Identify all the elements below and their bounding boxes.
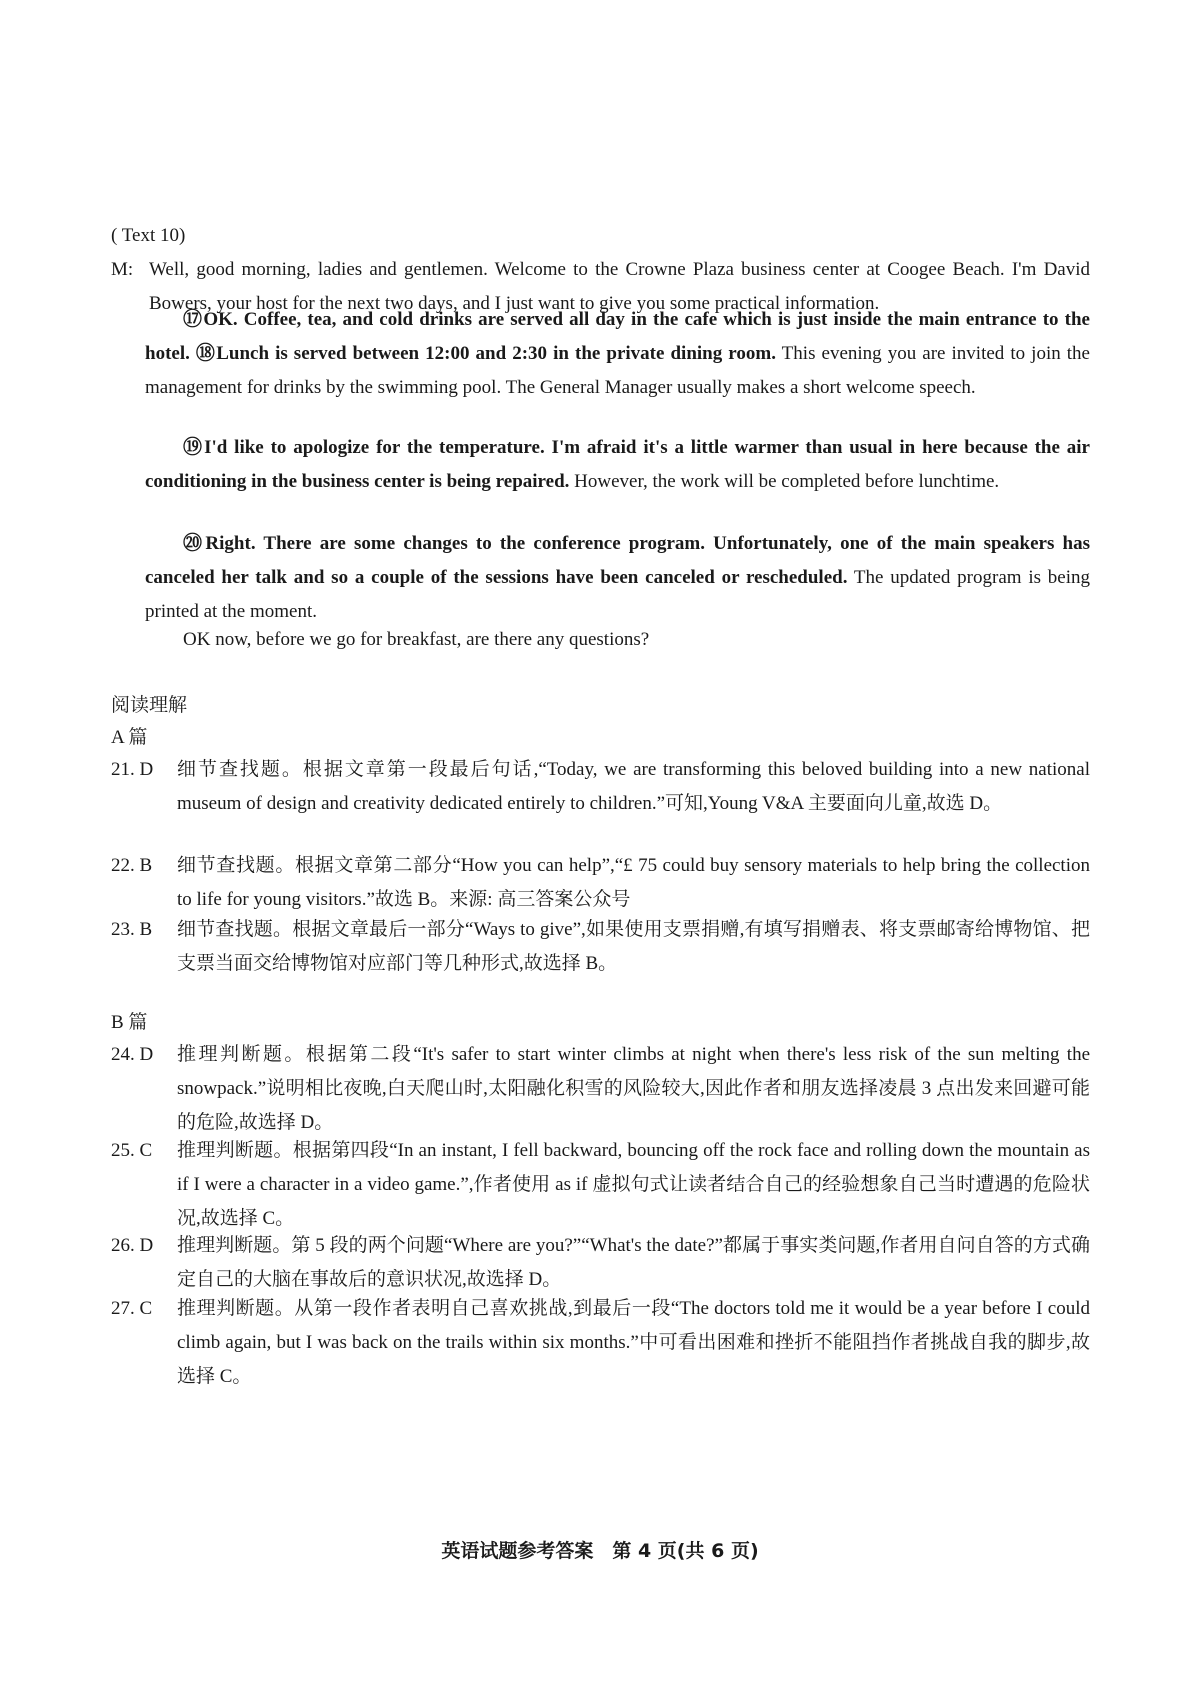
answer-explanation: 推理判断题。根据第四段“In an instant, I fell backward, bouncing off the rock face and rolling down the mountain as if I were a character in a video game.”,作者使用 as if 虚拟句式让读者结合自己的经验想象自己当时遭遇的危险状况,故选择 C。	[177, 1140, 1090, 1229]
answer-number: 25. C	[111, 1140, 153, 1161]
answer-highlight: ⑲I'd like to apologize for the temperature. I'm afraid it's a little warmer than usual in here because the air conditioning in the business center is being repaired.	[145, 437, 1090, 492]
answer-item	[111, 1229, 1090, 1297]
paragraph-text: This evening you are invited to join the management for drinks by the swimming pool. The General Manager usually makes a short welcome speech.	[145, 343, 1090, 398]
answer-explanation: 推理判断题。根据第二段“It's safer to start winter climbs at night when there's less risk of the sun melting the snowpack.”说明相比夜晚,白天爬山时,太阳融化积雪的风险较大,因此作者和朋友选择凌晨 3 点出发来回避可能的危险,故选择 D。	[177, 1044, 1090, 1133]
answer-item	[111, 1134, 1090, 1236]
text10-paragraph-3	[145, 431, 1090, 499]
text10-paragraph-2	[145, 303, 1090, 405]
answer-explanation: 细节查找题。根据文章最后一部分“Ways to give”,如果使用支票捐赠,有填写捐赠表、将支票邮寄给博物馆、把支票当面交给博物馆对应部门等几种形式,故选择 B。	[177, 919, 1090, 974]
section-b-heading: B 篇	[111, 1012, 148, 1033]
answer-number: 26. D	[111, 1235, 154, 1256]
answer-explanation: 推理判断题。从第一段作者表明自己喜欢挑战,到最后一段“The doctors told me it would be a year before I could climb again, but I was back on the trails within six months.”中可看出困难和挫折不能阻挡作者挑战自我的脚步,故选择 C。	[177, 1298, 1090, 1387]
text10-paragraph-5: OK now, before we go for breakfast, are there any questions?	[183, 629, 650, 650]
answer-number: 24. D	[111, 1044, 154, 1065]
answer-item	[111, 1038, 1090, 1140]
paragraph-text: The updated program is being printed at the moment.	[145, 567, 1090, 622]
section-title-reading: 阅读理解	[111, 695, 188, 716]
answer-number: 27. C	[111, 1298, 153, 1319]
answer-highlight: ⑰OK. Coffee, tea, and cold drinks are served all day in the cafe which is just inside the main entrance to the hotel. ⑱Lunch is served between 12:00 and 2:30 in the private dining room.	[145, 309, 1090, 364]
answer-item	[111, 913, 1090, 981]
answer-item	[111, 1292, 1090, 1394]
text10-paragraph-4	[145, 527, 1090, 629]
paragraph-text: However, the work will be completed before lunchtime.	[569, 471, 1000, 492]
answer-explanation: 细节查找题。根据文章第一段最后句话,“Today, we are transforming this beloved building into a new national museum of design and creativity dedicated entirely to children.”可知,Young V&A 主要面向儿童,故选 D。	[177, 759, 1090, 814]
answer-explanation: 推理判断题。第 5 段的两个问题“Where are you?”“What's the date?”都属于事实类问题,作者用自问自答的方式确定自己的大脑在事故后的意识状况,故选择 D。	[177, 1235, 1090, 1290]
answer-number: 22. B	[111, 855, 153, 876]
text10-label: ( Text 10)	[111, 225, 186, 246]
answer-explanation: 细节查找题。根据文章第二部分“How you can help”,“£ 75 could buy sensory materials to help bring the collection to life for young visitors.”故选 B。来源: 高三答案公众号	[177, 855, 1090, 910]
answer-number: 23. B	[111, 919, 153, 940]
section-a-heading: A 篇	[111, 727, 148, 748]
paragraph-text: Well, good morning, ladies and gentlemen. Welcome to the Crowne Plaza business center at Coogee Beach. I'm David Bowers, your host for the next two days, and I just want to give you some practical information.	[149, 259, 1090, 314]
answer-item	[111, 849, 1090, 917]
answer-number: 21. D	[111, 759, 154, 780]
answer-item	[111, 753, 1090, 821]
answer-highlight: ⑳Right. There are some changes to the conference program. Unfortunately, one of the main speakers has canceled her talk and so a couple of the sessions have been canceled or rescheduled.	[145, 533, 1090, 588]
page-footer: 英语试题参考答案 第 4 页(共 6 页)	[441, 1540, 759, 1562]
speaker-label: M:	[111, 259, 134, 280]
